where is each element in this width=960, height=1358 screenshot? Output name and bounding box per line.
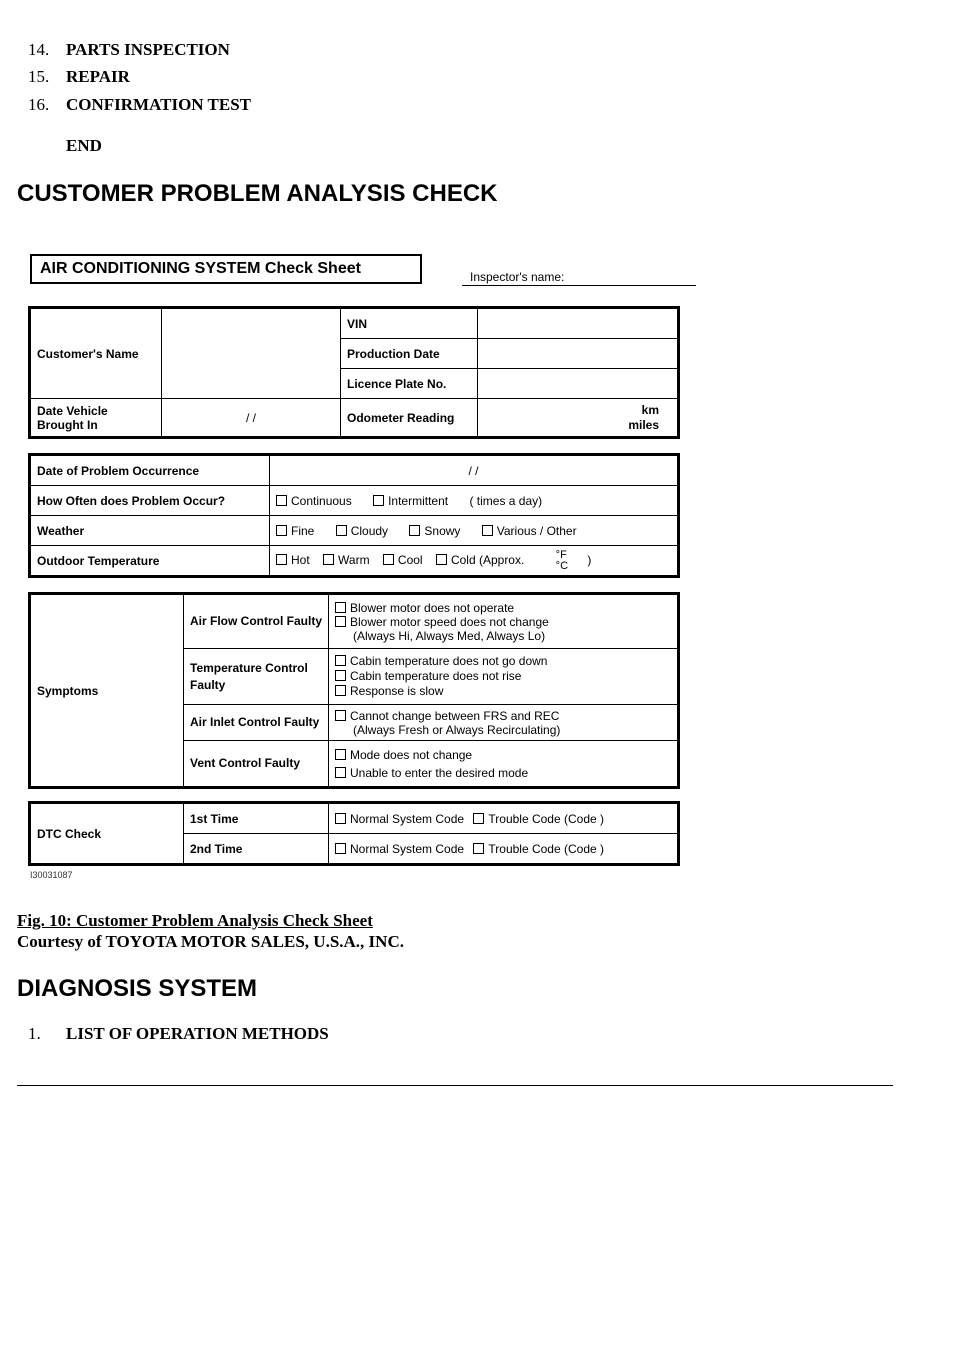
outdoor-temp-options: Hot Warm Cool Cold (Approx. °F °C ) [270,546,678,576]
symptoms-label: Symptoms [31,595,184,787]
check-sheet-title: AIR CONDITIONING SYSTEM Check Sheet [30,254,422,284]
problem-occurrence-table [30,455,678,576]
end-label: END [66,136,102,155]
dtc-second-options: Normal System Code Trouble Code (Code ) [329,834,678,864]
section-title-diagnosis-system: DIAGNOSIS SYSTEM [17,975,258,1002]
airflow-label: Air Flow Control Faulty [184,595,329,649]
licence-plate-value [478,369,678,399]
temp-control-label: Temperature Control Faulty [184,649,329,705]
checkbox-icon [335,749,346,760]
air-inlet-options: Cannot change between FRS and REC (Always Fresh or Always Recirculating) [329,705,678,741]
checkbox-icon [409,525,420,536]
dtc-first-options: Normal System Code Trouble Code (Code ) [329,804,678,834]
air-inlet-label: Air Inlet Control Faulty [184,705,329,741]
date-of-problem-value: / / [270,456,678,486]
checkbox-icon [335,813,346,824]
checkbox-icon [473,813,484,824]
checkbox-icon [436,554,447,565]
checkbox-icon [276,554,287,565]
how-often-options: Continuous Intermittent ( times a day) [270,486,678,516]
date-of-problem-label: Date of Problem Occurrence [31,456,270,486]
checkbox-icon [335,616,346,627]
checkbox-icon [335,843,346,854]
customer-name-value [162,309,341,399]
checkbox-icon [473,843,484,854]
production-date-label: Production Date [341,339,478,369]
dtc-check-table [30,803,678,864]
weather-options: Fine Cloudy Snowy Various / Other [270,516,678,546]
outdoor-temp-label: Outdoor Temperature [31,546,270,576]
check-sheet-figure [28,252,698,882]
date-brought-in-label: Date Vehicle Brought In [31,399,162,437]
odometer-label: Odometer Reading [341,399,478,437]
symptoms-table [30,594,678,787]
vehicle-info-table [30,308,678,437]
checkbox-icon [373,495,384,506]
list-item: 1. LIST OF OPERATION METHODS [28,1024,329,1043]
checkbox-icon [335,655,346,666]
checkbox-icon [335,710,346,721]
checkbox-icon [335,670,346,681]
vent-control-label: Vent Control Faulty [184,741,329,787]
checkbox-icon [335,767,346,778]
vent-control-options: Mode does not change Unable to enter the desired mode [329,741,678,787]
checkbox-icon [482,525,493,536]
checkbox-icon [276,525,287,536]
odometer-units: km miles [478,399,678,437]
how-often-label: How Often does Problem Occur? [31,486,270,516]
step-item: 16. CONFIRMATION TEST [28,94,251,114]
step-item: 15. REPAIR [28,67,130,87]
step-item: 14. PARTS INSPECTION [28,39,230,59]
licence-plate-label: Licence Plate No. [341,369,478,399]
section-title-customer-problem: CUSTOMER PROBLEM ANALYSIS CHECK [17,180,498,207]
figure-code: I30031087 [30,870,73,880]
figure-courtesy: Courtesy of TOYOTA MOTOR SALES, U.S.A., INC. [17,932,404,951]
dtc-second-label: 2nd Time [184,834,329,864]
checkbox-icon [276,495,287,506]
inspector-name-line: Inspector's name: [462,270,696,286]
figure-caption [17,910,404,952]
weather-label: Weather [31,516,270,546]
temp-control-options: Cabin temperature does not go down Cabin temperature does not rise Response is slow [329,649,678,705]
checkbox-icon [335,602,346,613]
dtc-first-label: 1st Time [184,804,329,834]
dtc-check-label: DTC Check [31,804,184,864]
checkbox-icon [335,685,346,696]
customer-name-label: Customer's Name [31,309,162,399]
checkbox-icon [323,554,334,565]
production-date-value [478,339,678,369]
vin-label: VIN [341,309,478,339]
figure-caption-link[interactable]: Fig. 10: Customer Problem Analysis Check Sheet [17,911,373,930]
airflow-options: Blower motor does not operate Blower motor speed does not change (Always Hi, Always Med, Always Lo) [329,595,678,649]
vin-value [478,309,678,339]
checkbox-icon [383,554,394,565]
procedure-steps [28,36,251,119]
date-brought-in-value: / / [162,399,341,437]
checkbox-icon [336,525,347,536]
horizontal-divider [17,1085,893,1086]
